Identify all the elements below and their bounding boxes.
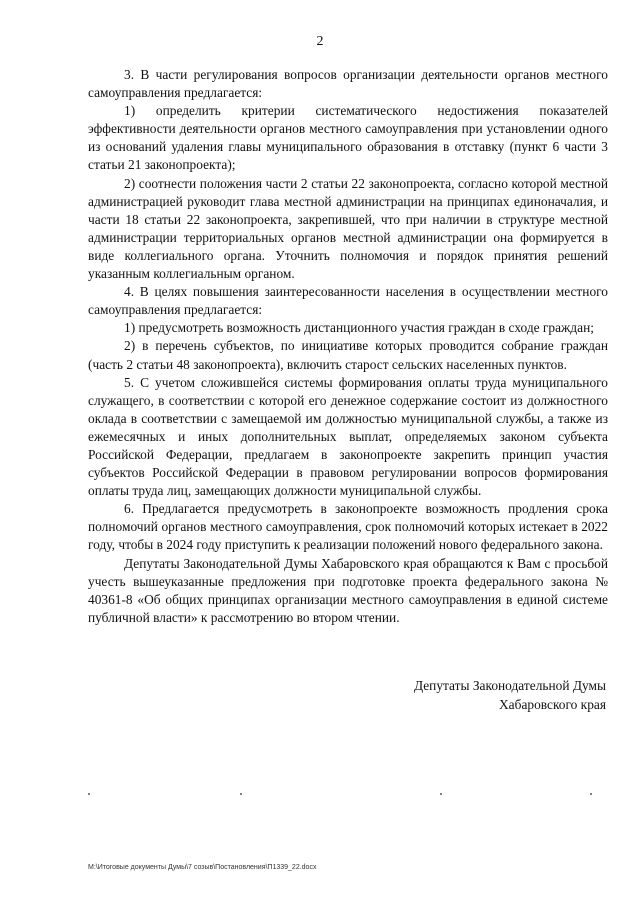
signature-block [414,677,606,714]
paragraph-3-item-1: 1) определить критерии систематического недостижения показателей эффективности деятельности органов местного самоуправления при установлении одного из оснований удаления главы муниципального образования в отставку (пункт 6 части 3 статьи 21 законопроекта); [88,103,608,173]
scan-speck [240,793,242,795]
paragraph-4-intro: 4. В целях повышения заинтересованности населения в осуществлении местного самоуправления предлагается: [88,284,608,318]
scan-speck [590,793,592,795]
page-number: 2 [316,34,324,49]
paragraph-5: 5. С учетом сложившейся системы формирования оплаты труда муниципального служащего, в соответствии с которой его денежное содержание состоит из должностного оклада в соответствии с замещаемой им должностью муниципальной службы, а также из ежемесячных и иных дополнительных выплат, определяемых законом субъекта Российской Федерации, предлагаем в законопроекте закрепить принцип участия субъектов Российской Федерации в правовом регулировании вопросов формирования оплаты труда лиц, замещающих должности муниципальной службы. [88,374,608,499]
body-text [88,66,608,627]
closing-paragraph: Депутаты Законодательной Думы Хабаровского края обращаются к Вам с просьбой учесть вышеуказанные предложения при подготовке проекта федерального закона № 40361-8 «Об общих принципах организации местного самоуправления в единой системе публичной власти» к рассмотрению во втором чтении. [88,555,608,625]
footer-file-path: М:\Итоговые документы Думы\7 созыв\Постановления\П1339_22.docx [88,864,317,871]
paragraph-3-item-2: 2) соотнести положения части 2 статьи 22 законопроекта, согласно которой местной администрацией руководит глава местной администрации на принципах единоначалия, и части 18 статьи 22 законопроекта, закрепившей, что при наличии в структуре местной администрации территориальных органов местной администрации она формируется в виде коллегиального органа. Уточнить полномочия и порядок принятия решений указанным коллегиальным органом. [88,175,608,282]
paragraph-3-intro: 3. В части регулирования вопросов организации деятельности органов местного самоуправления предлагается: [88,67,608,101]
signature-line-2: Хабаровского края [499,696,606,712]
paragraph-6: 6. Предлагается предусмотреть в законопроекте возможность продления срока полномочий органов местного самоуправления, срок полномочий которых истекает в 2022 году, чтобы в 2024 году приступить к реализации положений нового федерального закона. [88,501,608,553]
paragraph-4-item-1: 1) предусмотреть возможность дистанционного участия граждан в сходе граждан; [124,320,594,336]
paragraph-4-item-2: 2) в перечень субъектов, по инициативе которых проводится собрание граждан (часть 2 статьи 48 законопроекта), включить старост сельских населенных пунктов. [88,338,608,372]
signature-line-1: Депутаты Законодательной Думы [413,678,606,693]
scan-speck [88,793,90,795]
scan-speck [440,793,442,795]
